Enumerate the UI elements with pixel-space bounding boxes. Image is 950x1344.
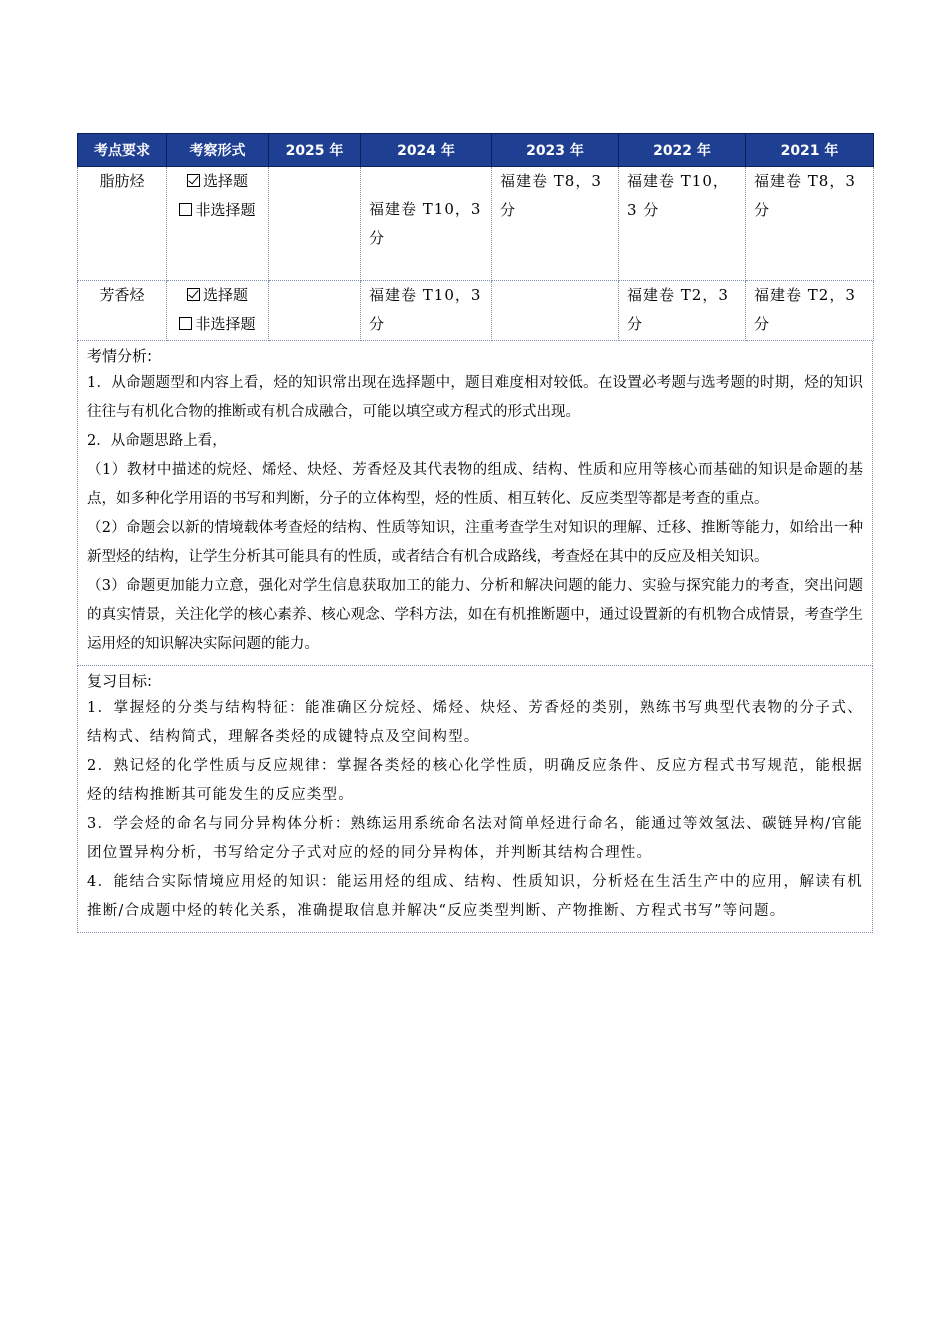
- analysis-section: [77, 341, 873, 666]
- header-2021: 2021 年: [746, 134, 874, 167]
- option-non-multiple-choice: 非选择题: [175, 196, 260, 225]
- option-multiple-choice: 选择题: [175, 281, 260, 310]
- analysis-paragraph: （3）命题更加能力立意，强化对学生信息获取加工的能力、分析和解决问题的能力、实验与探究能力的考查，突出问题的真实情景，关注化学的核心素养、核心观念、学科方法，如在有机推断题中，通过设置新的有机物合成情景，考查学生运用烃的知识解决实际问题的能力。: [87, 578, 863, 652]
- review-paragraph: 3．学会烃的命名与同分异构体分析：熟练运用系统命名法对简单烃进行命名，能通过等效氢法、碳链异构/官能团位置异构分析，书写给定分子式对应的烃的同分异构体，并判断其结构合理性。: [87, 816, 863, 861]
- exam-sheet: [77, 133, 873, 933]
- cell-2021: 福建卷 T8，3 分: [746, 167, 874, 281]
- header-topic: 考点要求: [78, 134, 167, 167]
- review-paragraph: 2．熟记烃的化学性质与反应规律：掌握各类烃的核心化学性质，明确反应条件、反应方程式书写规范，能根据烃的结构推断其可能发生的反应类型。: [87, 758, 863, 803]
- analysis-title: 考情分析:: [87, 347, 153, 365]
- form-cell: [167, 167, 269, 281]
- cell-2024: 福建卷 T10，3 分: [361, 167, 492, 281]
- table-row: [78, 167, 874, 281]
- header-2023: 2023 年: [492, 134, 619, 167]
- cell-2022: 福建卷 T10，3 分: [619, 167, 746, 281]
- table-row: [78, 281, 874, 341]
- form-cell: [167, 281, 269, 341]
- cell-2021: 福建卷 T2，3 分: [746, 281, 874, 341]
- option-non-multiple-choice: 非选择题: [175, 310, 260, 339]
- analysis-paragraph: 1．从命题题型和内容上看，烃的知识常出现在选择题中，题目难度相对较低。在设置必考题与选考题的时期，烃的知识往往与有机化合物的推断或有机合成融合，可能以填空或方程式的形式出现。: [87, 375, 863, 420]
- header-2022: 2022 年: [619, 134, 746, 167]
- cell-2022: 福建卷 T2，3 分: [619, 281, 746, 341]
- review-paragraph: 1．掌握烃的分类与结构特征：能准确区分烷烃、烯烃、炔烃、芳香烃的类别，熟练书写典型代表物的分子式、结构式、结构简式，理解各类烃的成键特点及空间构型。: [87, 700, 863, 745]
- header-form: 考察形式: [167, 134, 269, 167]
- review-section: [77, 666, 873, 933]
- topic-cell: 脂肪烃: [78, 167, 167, 281]
- cell-2025: [269, 281, 361, 341]
- header-2025: 2025 年: [269, 134, 361, 167]
- checked-box-icon: [187, 174, 200, 187]
- unchecked-box-icon: [179, 317, 192, 330]
- topic-cell: 芳香烃: [78, 281, 167, 341]
- unchecked-box-icon: [179, 203, 192, 216]
- analysis-paragraph: （2）命题会以新的情境载体考查烃的结构、性质等知识，注重考查学生对知识的理解、迁移、推断等能力，如给出一种新型烃的结构，让学生分析其可能具有的性质，或者结合有机合成路线，考查烃在其中的反应及相关知识。: [87, 520, 863, 565]
- review-title: 复习目标:: [87, 672, 153, 690]
- option-multiple-choice: 选择题: [175, 167, 260, 196]
- analysis-paragraph: 2．从命题思路上看，: [87, 433, 227, 449]
- table-header-row: [78, 134, 874, 167]
- checked-box-icon: [187, 288, 200, 301]
- cell-2025: [269, 167, 361, 281]
- header-2024: 2024 年: [361, 134, 492, 167]
- cell-2024: 福建卷 T10，3 分: [361, 281, 492, 341]
- cell-2023: 福建卷 T8，3 分: [492, 167, 619, 281]
- cell-2023: [492, 281, 619, 341]
- exam-table: [77, 133, 874, 341]
- analysis-paragraph: （1）教材中描述的烷烃、烯烃、炔烃、芳香烃及其代表物的组成、结构、性质和应用等核心而基础的知识是命题的基点，如多种化学用语的书写和判断，分子的立体构型，烃的性质、相互转化、反应类型等都是考查的重点。: [87, 462, 863, 507]
- review-paragraph: 4．能结合实际情境应用烃的知识：能运用烃的组成、结构、性质知识，分析烃在生活生产中的应用，解读有机推断/合成题中烃的转化关系，准确提取信息并解决“反应类型判断、产物推断、方程式书写”等问题。: [87, 874, 863, 919]
